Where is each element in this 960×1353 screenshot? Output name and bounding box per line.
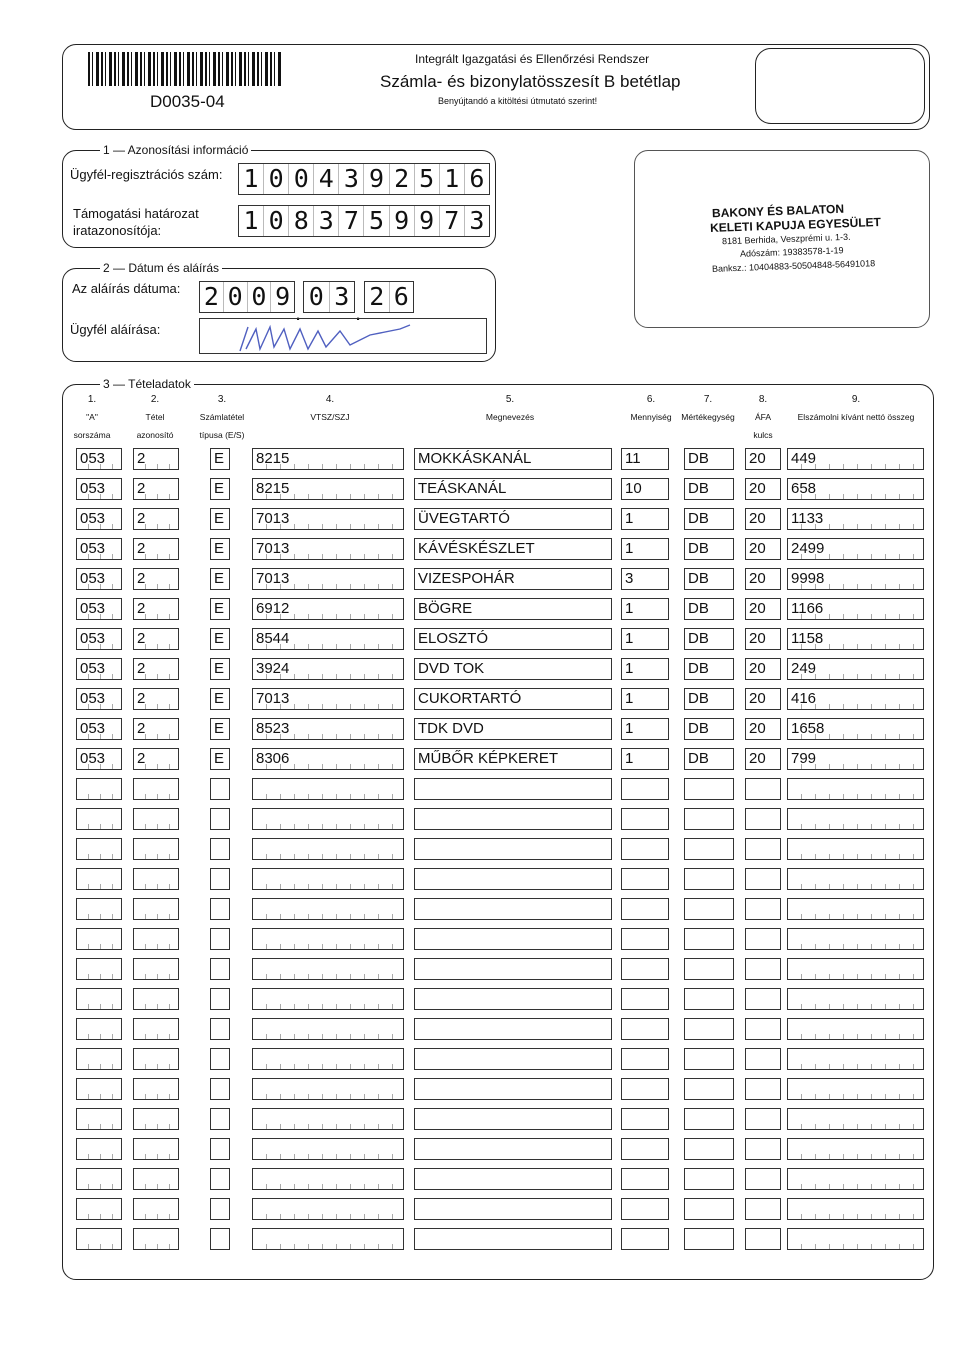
cell-qty[interactable] <box>621 988 669 1010</box>
cell-type[interactable]: E <box>210 478 230 500</box>
cell-name[interactable] <box>414 778 612 800</box>
cell-name[interactable]: CUKORTARTÓ <box>414 688 612 710</box>
cell-type[interactable]: E <box>210 718 230 740</box>
cell-a[interactable]: 053 <box>76 448 122 470</box>
cell-name[interactable]: ÜVEGTARTÓ <box>414 508 612 530</box>
cell-type[interactable]: E <box>210 538 230 560</box>
cell-vat[interactable] <box>745 958 781 980</box>
cell-unit[interactable]: DB <box>684 598 734 620</box>
cell-amount[interactable] <box>787 898 924 920</box>
cell-vtsz[interactable] <box>252 1138 404 1160</box>
cell-vtsz[interactable] <box>252 838 404 860</box>
cell-qty[interactable] <box>621 838 669 860</box>
cell-type[interactable] <box>210 1138 230 1160</box>
reg-number-field[interactable]: 1 0 0 4 3 9 2 5 1 6 <box>238 163 490 195</box>
cell-vtsz[interactable] <box>252 898 404 920</box>
cell-type[interactable] <box>210 1168 230 1190</box>
cell-vat[interactable] <box>745 1048 781 1070</box>
cell-unit[interactable]: DB <box>684 688 734 710</box>
cell-unit[interactable]: DB <box>684 748 734 770</box>
cell-qty[interactable] <box>621 808 669 830</box>
cell-vtsz[interactable] <box>252 808 404 830</box>
cell-a[interactable] <box>76 928 122 950</box>
cell-amount[interactable]: 249 <box>787 658 924 680</box>
cell-vtsz[interactable]: 8215 <box>252 478 404 500</box>
cell-name[interactable] <box>414 1108 612 1130</box>
cell-unit[interactable] <box>684 1138 734 1160</box>
cell-vtsz[interactable]: 8215 <box>252 448 404 470</box>
cell-a[interactable] <box>76 1018 122 1040</box>
cell-amount[interactable] <box>787 988 924 1010</box>
signature-field[interactable] <box>199 318 487 354</box>
cell-vtsz[interactable]: 8523 <box>252 718 404 740</box>
column-header: Mértékegység <box>681 412 735 422</box>
cell-name[interactable]: DVD TOK <box>414 658 612 680</box>
cell-vat[interactable]: 20 <box>745 718 781 740</box>
cell-qty[interactable] <box>621 1048 669 1070</box>
cell-unit[interactable]: DB <box>684 568 734 590</box>
cell-type[interactable]: E <box>210 448 230 470</box>
cell-a[interactable]: 053 <box>76 628 122 650</box>
cell-a[interactable] <box>76 1138 122 1160</box>
stamp-line-2: KELETI KAPUJA EGYESÜLET <box>709 215 882 235</box>
cell-vat[interactable] <box>745 1078 781 1100</box>
cell-vat[interactable] <box>745 778 781 800</box>
cell-id[interactable] <box>133 1018 179 1040</box>
cell-type[interactable] <box>210 778 230 800</box>
cell-a[interactable] <box>76 1168 122 1190</box>
cell-vtsz[interactable] <box>252 1078 404 1100</box>
decision-label-1: Támogatási határozat <box>73 206 199 221</box>
column-header: Megnevezés <box>485 412 535 422</box>
cell-a[interactable] <box>76 868 122 890</box>
cell-amount[interactable]: 799 <box>787 748 924 770</box>
cell-type[interactable]: E <box>210 508 230 530</box>
column-header-line2: sorszáma <box>73 430 111 440</box>
system-name: Integrált Igazgatási és Ellenőrzési Rendszer <box>415 52 650 66</box>
cell-id[interactable]: 2 <box>133 658 179 680</box>
cell-vat[interactable]: 20 <box>745 628 781 650</box>
cell-name[interactable] <box>414 1018 612 1040</box>
cell-unit[interactable]: DB <box>684 478 734 500</box>
cell-vtsz[interactable]: 8306 <box>252 748 404 770</box>
cell-amount[interactable]: 1658 <box>787 718 924 740</box>
cell-qty[interactable] <box>621 1018 669 1040</box>
cell-vtsz[interactable] <box>252 958 404 980</box>
cell-type[interactable] <box>210 1048 230 1070</box>
column-header-line2: azonosító <box>136 430 174 440</box>
cell-amount[interactable] <box>787 1108 924 1130</box>
cell-vtsz[interactable]: 6912 <box>252 598 404 620</box>
cell-qty[interactable] <box>621 958 669 980</box>
cell-id[interactable] <box>133 838 179 860</box>
column-header: Mennyiség <box>630 412 672 422</box>
column-header: ÁFA <box>754 412 772 422</box>
column-number: 6. <box>646 394 656 405</box>
cell-unit[interactable]: DB <box>684 718 734 740</box>
cell-id[interactable]: 2 <box>133 538 179 560</box>
cell-id[interactable] <box>133 1078 179 1100</box>
cell-id[interactable] <box>133 1048 179 1070</box>
cell-vtsz[interactable] <box>252 868 404 890</box>
cell-amount[interactable]: 2499 <box>787 538 924 560</box>
cell-vat[interactable] <box>745 868 781 890</box>
column-number: 1. <box>87 394 97 405</box>
cell-amount[interactable]: 1133 <box>787 508 924 530</box>
cell-qty[interactable]: 10 <box>621 478 669 500</box>
cell-vat[interactable] <box>745 1018 781 1040</box>
cell-id[interactable] <box>133 988 179 1010</box>
cell-vtsz[interactable]: 7013 <box>252 508 404 530</box>
cell-a[interactable]: 053 <box>76 568 122 590</box>
cell-amount[interactable] <box>787 838 924 860</box>
cell-vat[interactable] <box>745 898 781 920</box>
cell-unit[interactable] <box>684 1198 734 1220</box>
column-number: 5. <box>505 394 515 405</box>
instruction: Benyújtandó a kitöltési útmutató szerint! <box>438 96 598 106</box>
cell-amount[interactable] <box>787 1018 924 1040</box>
cell-vat[interactable] <box>745 988 781 1010</box>
stamp-line-4: Adószám: 19383578-1-19 <box>739 245 844 259</box>
cell-type[interactable]: E <box>210 568 230 590</box>
cell-vtsz[interactable] <box>252 778 404 800</box>
cell-amount[interactable]: 416 <box>787 688 924 710</box>
cell-unit[interactable]: DB <box>684 658 734 680</box>
cell-unit[interactable] <box>684 868 734 890</box>
cell-amount[interactable]: 449 <box>787 448 924 470</box>
cell-id[interactable]: 2 <box>133 718 179 740</box>
cell-qty[interactable]: 3 <box>621 568 669 590</box>
cell-a[interactable]: 053 <box>76 538 122 560</box>
cell-vat[interactable] <box>745 928 781 950</box>
cell-name[interactable] <box>414 988 612 1010</box>
cell-id[interactable] <box>133 1228 179 1250</box>
cell-id[interactable] <box>133 1108 179 1130</box>
cell-a[interactable] <box>76 1108 122 1130</box>
cell-unit[interactable]: DB <box>684 538 734 560</box>
cell-type[interactable] <box>210 808 230 830</box>
cell-unit[interactable]: DB <box>684 628 734 650</box>
cell-id[interactable]: 2 <box>133 598 179 620</box>
cell-unit[interactable] <box>684 1078 734 1100</box>
cell-id[interactable]: 2 <box>133 478 179 500</box>
cell-type[interactable] <box>210 898 230 920</box>
cell-qty[interactable] <box>621 1228 669 1250</box>
column-header-line2: kulcs <box>753 430 773 440</box>
cell-id[interactable] <box>133 868 179 890</box>
cell-a[interactable] <box>76 1228 122 1250</box>
cell-vat[interactable]: 20 <box>745 538 781 560</box>
cell-qty[interactable] <box>621 898 669 920</box>
cell-unit[interactable] <box>684 988 734 1010</box>
cell-a[interactable] <box>76 1198 122 1220</box>
stamp-line-5: Banksz.: 10404883-50504848-56491018 <box>711 258 876 274</box>
cell-a[interactable] <box>76 1078 122 1100</box>
cell-qty[interactable]: 1 <box>621 718 669 740</box>
column-header: Számlatétel <box>199 412 245 422</box>
cell-vtsz[interactable] <box>252 1198 404 1220</box>
decision-id-field[interactable]: 1 0 8 3 7 5 9 9 7 3 <box>238 205 490 237</box>
cell-name[interactable] <box>414 1078 612 1100</box>
cell-qty[interactable]: 1 <box>621 748 669 770</box>
cell-type[interactable]: E <box>210 598 230 620</box>
cell-amount[interactable] <box>787 1168 924 1190</box>
cell-type[interactable] <box>210 1228 230 1250</box>
cell-id[interactable] <box>133 928 179 950</box>
date-month-field[interactable]: 0 3 <box>303 281 355 313</box>
cell-id[interactable]: 2 <box>133 568 179 590</box>
cell-type[interactable] <box>210 1108 230 1130</box>
cell-amount[interactable] <box>787 1228 924 1250</box>
cell-unit[interactable] <box>684 1228 734 1250</box>
cell-vtsz[interactable] <box>252 1018 404 1040</box>
cell-qty[interactable]: 1 <box>621 628 669 650</box>
cell-vat[interactable]: 20 <box>745 598 781 620</box>
cell-type[interactable]: E <box>210 628 230 650</box>
cell-type[interactable] <box>210 838 230 860</box>
cell-id[interactable]: 2 <box>133 748 179 770</box>
cell-unit[interactable] <box>684 928 734 950</box>
cell-vtsz[interactable] <box>252 1108 404 1130</box>
decision-label-2: iratazonosítója: <box>73 223 162 238</box>
cell-vat[interactable] <box>745 1168 781 1190</box>
cell-vtsz[interactable]: 3924 <box>252 658 404 680</box>
cell-id[interactable]: 2 <box>133 508 179 530</box>
cell-qty[interactable]: 11 <box>621 448 669 470</box>
cell-unit[interactable] <box>684 1048 734 1070</box>
cell-amount[interactable] <box>787 808 924 830</box>
form-code: D0035-04 <box>150 92 225 111</box>
cell-name[interactable] <box>414 868 612 890</box>
cell-amount[interactable] <box>787 1198 924 1220</box>
cell-a[interactable] <box>76 988 122 1010</box>
column-number: 8. <box>758 394 768 405</box>
cell-qty[interactable] <box>621 1198 669 1220</box>
cell-amount[interactable] <box>787 958 924 980</box>
cell-a[interactable] <box>76 838 122 860</box>
section2-title: 2 — Dátum és aláírás <box>100 261 222 275</box>
date-label: Az aláírás dátuma: <box>72 281 181 296</box>
cell-a[interactable] <box>76 1048 122 1070</box>
column-header: "A" <box>86 412 98 422</box>
cell-a[interactable]: 053 <box>76 658 122 680</box>
cell-name[interactable]: MOKKÁSKANÁL <box>414 448 612 470</box>
cell-name[interactable] <box>414 958 612 980</box>
cell-qty[interactable]: 1 <box>621 658 669 680</box>
cell-name[interactable] <box>414 1048 612 1070</box>
cell-unit[interactable] <box>684 1108 734 1130</box>
cell-type[interactable] <box>210 988 230 1010</box>
cell-name[interactable] <box>414 1198 612 1220</box>
section1-title: 1 — Azonosítási információ <box>100 143 251 157</box>
cell-vat[interactable] <box>745 1138 781 1160</box>
column-header-line2: típusa (E/S) <box>199 430 245 440</box>
cell-vat[interactable] <box>745 808 781 830</box>
cell-vat[interactable] <box>745 1228 781 1250</box>
cell-unit[interactable] <box>684 808 734 830</box>
reg-label: Ügyfél-regisztrációs szám: <box>70 167 223 182</box>
cell-type[interactable] <box>210 1078 230 1100</box>
cell-vat[interactable]: 20 <box>745 448 781 470</box>
cell-qty[interactable] <box>621 928 669 950</box>
cell-qty[interactable] <box>621 1108 669 1130</box>
cell-vtsz[interactable] <box>252 1168 404 1190</box>
column-number: 3. <box>217 394 227 405</box>
column-number: 9. <box>851 394 861 405</box>
cell-name[interactable] <box>414 898 612 920</box>
cell-a[interactable]: 053 <box>76 688 122 710</box>
cell-id[interactable]: 2 <box>133 448 179 470</box>
cell-unit[interactable] <box>684 778 734 800</box>
cell-name[interactable] <box>414 1228 612 1250</box>
cell-amount[interactable] <box>787 868 924 890</box>
cell-unit[interactable] <box>684 1018 734 1040</box>
cell-amount[interactable]: 9998 <box>787 568 924 590</box>
cell-vtsz[interactable] <box>252 1228 404 1250</box>
cell-vat[interactable]: 20 <box>745 658 781 680</box>
cell-vtsz[interactable] <box>252 928 404 950</box>
signature-scribble <box>200 319 488 355</box>
cell-qty[interactable] <box>621 1168 669 1190</box>
cell-type[interactable]: E <box>210 688 230 710</box>
cell-unit[interactable] <box>684 958 734 980</box>
cell-a[interactable] <box>76 958 122 980</box>
cell-vtsz[interactable] <box>252 1048 404 1070</box>
cell-name[interactable]: TEÁSKANÁL <box>414 478 612 500</box>
cell-amount[interactable] <box>787 1078 924 1100</box>
cell-vat[interactable] <box>745 1108 781 1130</box>
cell-type[interactable] <box>210 928 230 950</box>
stamp-line-1: BAKONY ÉS BALATON <box>711 201 845 221</box>
cell-type[interactable]: E <box>210 748 230 770</box>
cell-vtsz[interactable]: 7013 <box>252 568 404 590</box>
signature-label: Ügyfél aláírása: <box>70 322 161 337</box>
cell-vtsz[interactable]: 8544 <box>252 628 404 650</box>
cell-name[interactable]: ELOSZTÓ <box>414 628 612 650</box>
cell-vat[interactable]: 20 <box>745 748 781 770</box>
cell-a[interactable]: 053 <box>76 748 122 770</box>
column-number: 4. <box>325 394 335 405</box>
cell-name[interactable]: TDK DVD <box>414 718 612 740</box>
cell-name[interactable] <box>414 838 612 860</box>
column-header: VTSZ/SZJ <box>310 412 350 422</box>
cell-vat[interactable]: 20 <box>745 568 781 590</box>
cell-qty[interactable] <box>621 868 669 890</box>
cell-id[interactable] <box>133 1138 179 1160</box>
cell-qty[interactable] <box>621 1078 669 1100</box>
cell-vat[interactable]: 20 <box>745 688 781 710</box>
cell-qty[interactable] <box>621 778 669 800</box>
cell-name[interactable]: VIZESPOHÁR <box>414 568 612 590</box>
cell-amount[interactable] <box>787 1048 924 1070</box>
cell-a[interactable]: 053 <box>76 718 122 740</box>
cell-vtsz[interactable]: 7013 <box>252 688 404 710</box>
cell-vat[interactable] <box>745 1198 781 1220</box>
section3-title: 3 — Tételadatok <box>100 377 194 391</box>
cell-vat[interactable]: 20 <box>745 508 781 530</box>
cell-a[interactable]: 053 <box>76 478 122 500</box>
cell-type[interactable]: E <box>210 658 230 680</box>
cell-a[interactable] <box>76 808 122 830</box>
cell-vat[interactable]: 20 <box>745 478 781 500</box>
cell-amount[interactable]: 1158 <box>787 628 924 650</box>
date-day-field[interactable]: 2 6 <box>364 281 414 313</box>
office-use-box <box>755 48 925 124</box>
cell-id[interactable] <box>133 808 179 830</box>
cell-name[interactable] <box>414 928 612 950</box>
cell-unit[interactable]: DB <box>684 508 734 530</box>
cell-id[interactable] <box>133 1168 179 1190</box>
column-header: Tétel <box>145 412 165 422</box>
cell-vat[interactable] <box>745 838 781 860</box>
cell-amount[interactable] <box>787 1138 924 1160</box>
cell-vtsz[interactable] <box>252 988 404 1010</box>
date-dot-1: . <box>295 300 302 325</box>
form-title: Számla- és bizonylatösszesít B betétlap <box>380 72 681 91</box>
cell-type[interactable] <box>210 1018 230 1040</box>
cell-qty[interactable]: 1 <box>621 538 669 560</box>
cell-name[interactable]: MŰBŐR KÉPKERET <box>414 748 612 770</box>
cell-qty[interactable] <box>621 1138 669 1160</box>
cell-id[interactable]: 2 <box>133 628 179 650</box>
cell-amount[interactable] <box>787 778 924 800</box>
cell-id[interactable] <box>133 778 179 800</box>
cell-id[interactable] <box>133 958 179 980</box>
cell-name[interactable]: KÁVÉSKÉSZLET <box>414 538 612 560</box>
cell-type[interactable] <box>210 868 230 890</box>
cell-qty[interactable]: 1 <box>621 688 669 710</box>
cell-a[interactable] <box>76 778 122 800</box>
cell-name[interactable] <box>414 1138 612 1160</box>
cell-a[interactable] <box>76 898 122 920</box>
date-dot-2: . <box>355 300 362 325</box>
cell-qty[interactable]: 1 <box>621 598 669 620</box>
cell-name[interactable] <box>414 808 612 830</box>
cell-name[interactable] <box>414 1168 612 1190</box>
cell-amount[interactable]: 658 <box>787 478 924 500</box>
cell-id[interactable] <box>133 1198 179 1220</box>
cell-unit[interactable] <box>684 898 734 920</box>
cell-name[interactable]: BÖGRE <box>414 598 612 620</box>
barcode <box>88 52 282 86</box>
cell-a[interactable]: 053 <box>76 598 122 620</box>
date-year-field[interactable]: 2 0 0 9 <box>199 281 295 313</box>
cell-type[interactable] <box>210 1198 230 1220</box>
cell-id[interactable] <box>133 898 179 920</box>
cell-a[interactable]: 053 <box>76 508 122 530</box>
cell-unit[interactable]: DB <box>684 448 734 470</box>
column-number: 7. <box>703 394 713 405</box>
cell-unit[interactable] <box>684 1168 734 1190</box>
cell-unit[interactable] <box>684 838 734 860</box>
stamp-line-3: 8181 Berhida, Veszprémi u. 1-3. <box>721 231 851 247</box>
column-number: 2. <box>150 394 160 405</box>
cell-amount[interactable] <box>787 928 924 950</box>
column-header: Elszámolni kívánt nettó összeg <box>797 412 915 422</box>
cell-vtsz[interactable]: 7013 <box>252 538 404 560</box>
cell-id[interactable]: 2 <box>133 688 179 710</box>
cell-amount[interactable]: 1166 <box>787 598 924 620</box>
cell-qty[interactable]: 1 <box>621 508 669 530</box>
cell-type[interactable] <box>210 958 230 980</box>
